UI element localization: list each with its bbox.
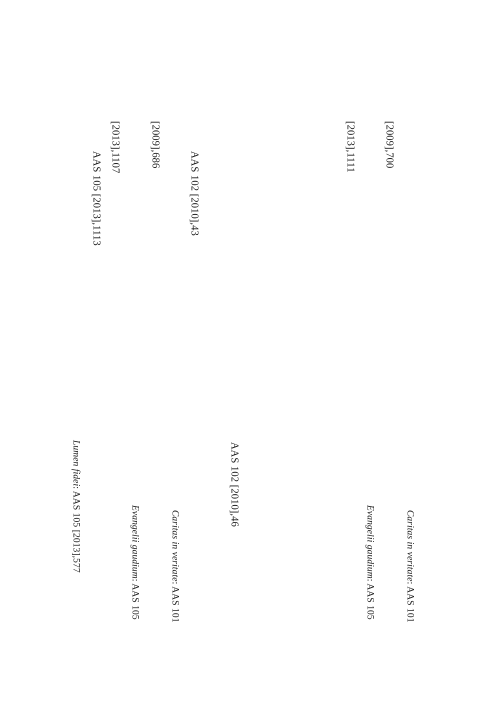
footnote-caritas-2 <box>169 510 179 623</box>
footnote-evangelii-2 <box>129 505 139 620</box>
footnote-ref-2009-700: [2009],700 <box>383 121 395 169</box>
work-title-caritas: Caritas in veritate <box>404 510 415 582</box>
footnote-source: : AAS 105 <box>129 578 140 620</box>
footnote-caritas-1 <box>404 510 414 623</box>
footnote-ref-2013-1107: [2013],1107 <box>109 121 121 174</box>
footnote-ref-aas102-43: AAS 102 [2010],43 <box>188 151 200 236</box>
work-title-lumen-fidei: Lumen fidei <box>70 440 81 487</box>
work-title-caritas: Caritas in veritate <box>169 510 180 582</box>
work-title-evangelii: Evangelii gaudium <box>129 505 140 579</box>
footnote-source: : AAS 101 <box>169 581 180 623</box>
footnote-source: : AAS 105 [2013],577 <box>70 486 81 573</box>
work-title-evangelii: Evangelii gaudium <box>364 505 375 579</box>
footnote-ref-2009-686: [2009],686 <box>149 121 161 169</box>
footnote-ref-2013-1111: [2013],1111 <box>344 121 356 173</box>
footnote-lumen-fidei <box>70 440 80 573</box>
footnote-source: : AAS 105 <box>364 578 375 620</box>
footnote-ref-aas105-1113: AAS 105 [2013],1113 <box>90 151 102 246</box>
footnote-evangelii-1 <box>364 505 374 620</box>
footnote-source: : AAS 101 <box>404 581 415 623</box>
footnote-ref-aas102-46: AAS 102 [2010],46 <box>228 442 240 527</box>
